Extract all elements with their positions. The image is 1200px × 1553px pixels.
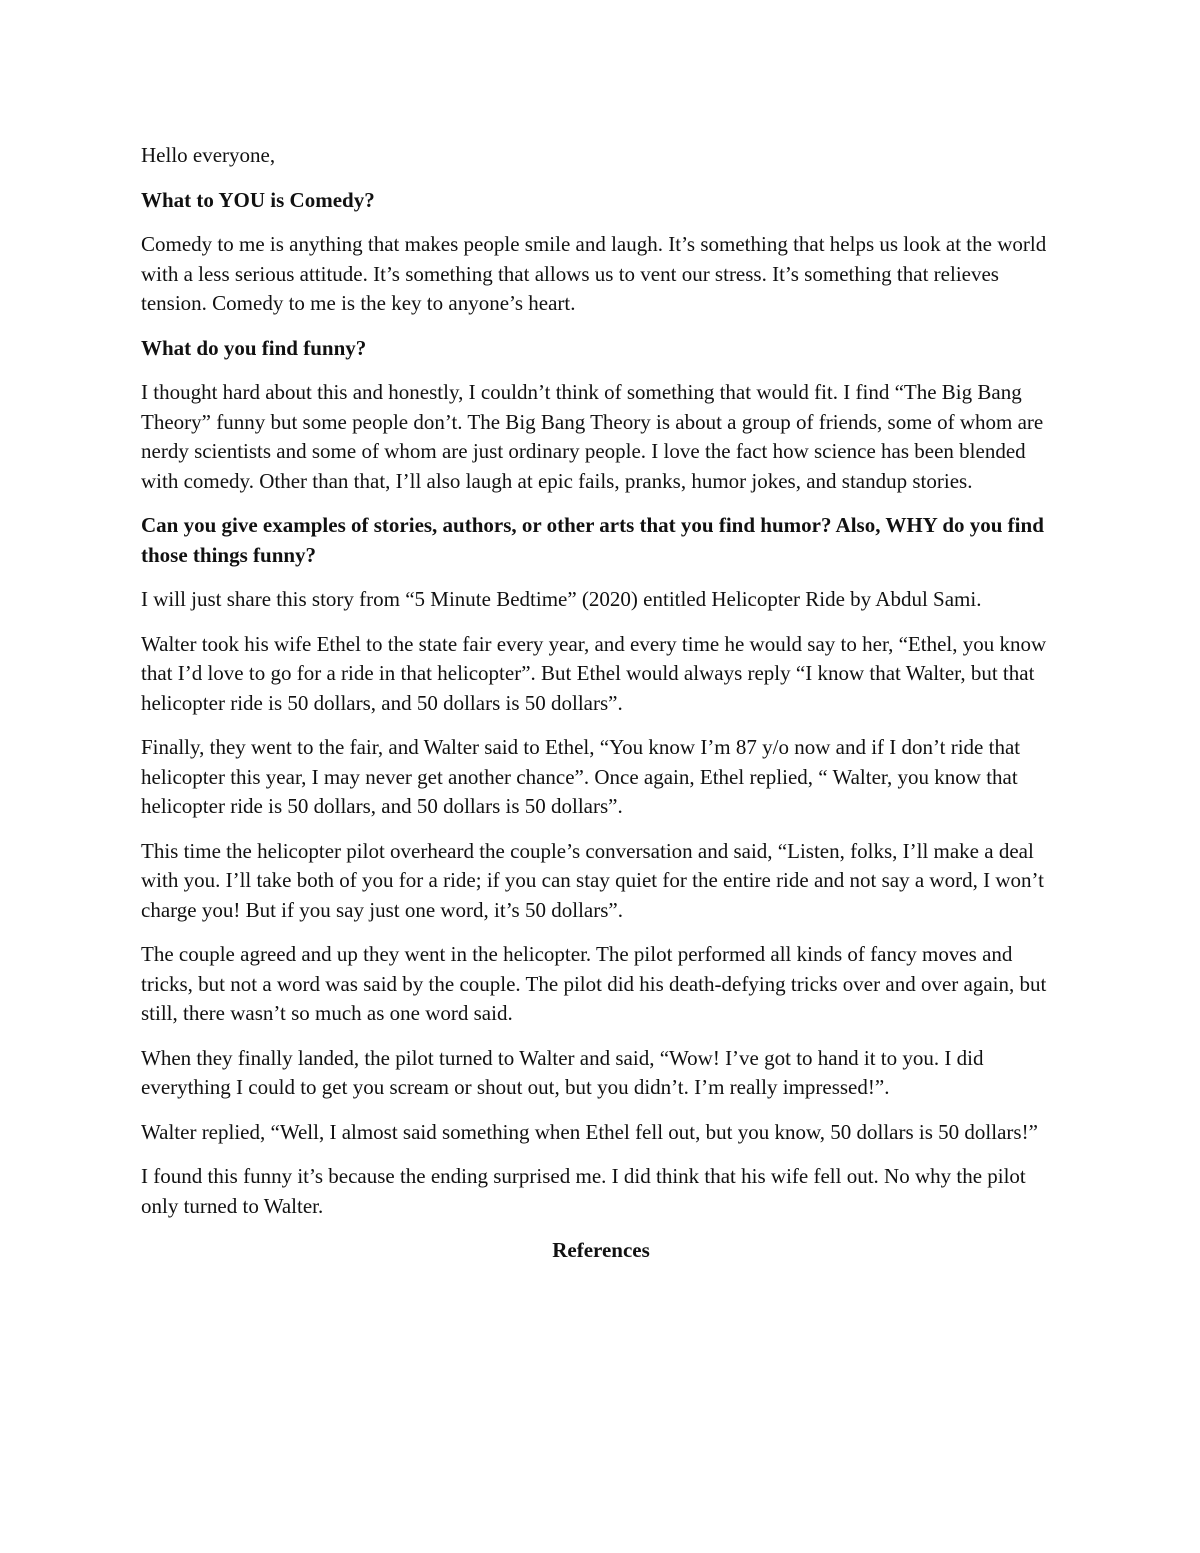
story-paragraph: Walter replied, “Well, I almost said something when Ethel fell out, but you know, 50 dollars is 50 dollars!” xyxy=(141,1119,1038,1144)
story-paragraph: When they finally landed, the pilot turned to Walter and said, “Wow! I’ve got to hand it to you. I did everything I could to get you scream or shout out, but you didn’t. I’m really impressed!”. xyxy=(141,1045,984,1099)
references-heading: References xyxy=(552,1238,650,1262)
question-funny: What do you find funny? xyxy=(141,335,367,360)
greeting: Hello everyone, xyxy=(141,143,276,167)
story-paragraph: The couple agreed and up they went in the helicopter. The pilot performed all kinds of fancy moves and tricks, but not a word was said by the couple. The pilot did his death-defying tricks over and over again, but still, there wasn’t so much as one word said. xyxy=(141,942,1047,1025)
story-paragraph: Walter took his wife Ethel to the state fair every year, and every time he would say to her, “Ethel, you know that I’d love to go for a ride in that helicopter”. But Ethel would always reply “I know that Walter, but that helicopter ride is 50 dollars, and 50 dollars is 50 dollars”. xyxy=(141,631,1047,715)
story-conclusion: I found this funny it’s because the ending surprised me. I did think that his wife fell out. No why the pilot only turned to Walter. xyxy=(141,1164,1026,1218)
document-body xyxy=(141,141,1061,1281)
story-intro: I will just share this story from “5 Minute Bedtime” (2020) entitled Helicopter Ride by Abdul Sami. xyxy=(141,587,982,611)
answer-funny: I thought hard about this and honestly, I couldn’t think of something that would fit. I find “The Big Bang Theory” funny but some people don’t. The Big Bang Theory is about a group of friends, some of whom are nerdy scientists and some of whom are just ordinary people. I love the fact how science has been blended with comedy. Other than that, I’ll also laugh at epic fails, pranks, humor jokes, and standup stories. xyxy=(141,380,1044,493)
story-paragraph: This time the helicopter pilot overheard the couple’s conversation and said, “Listen, folks, I’ll make a deal with you. I’ll take both of you for a ride; if you can stay quiet for the entire ride and not say a word, I won’t charge you! But if you say just one word, it’s 50 dollars”. xyxy=(141,838,1044,922)
answer-comedy: Comedy to me is anything that makes people smile and laugh. It’s something that helps us look at the world with a less serious attitude. It’s something that allows us to vent our stress. It’s something that relieves tension. Comedy to me is the key to anyone’s heart. xyxy=(141,232,1047,315)
question-comedy: What to YOU is Comedy? xyxy=(141,187,375,212)
story-paragraph: Finally, they went to the fair, and Walter said to Ethel, “You know I’m 87 y/o now and if I don’t ride that helicopter this year, I may never get another chance”. Once again, Ethel replied, “ Walter, you know that helicopter ride is 50 dollars, and 50 dollars is 50 dollars”. xyxy=(141,735,1021,818)
question-examples: Can you give examples of stories, authors, or other arts that you find humor? Also, WHY do you find those things funny? xyxy=(141,513,1044,567)
